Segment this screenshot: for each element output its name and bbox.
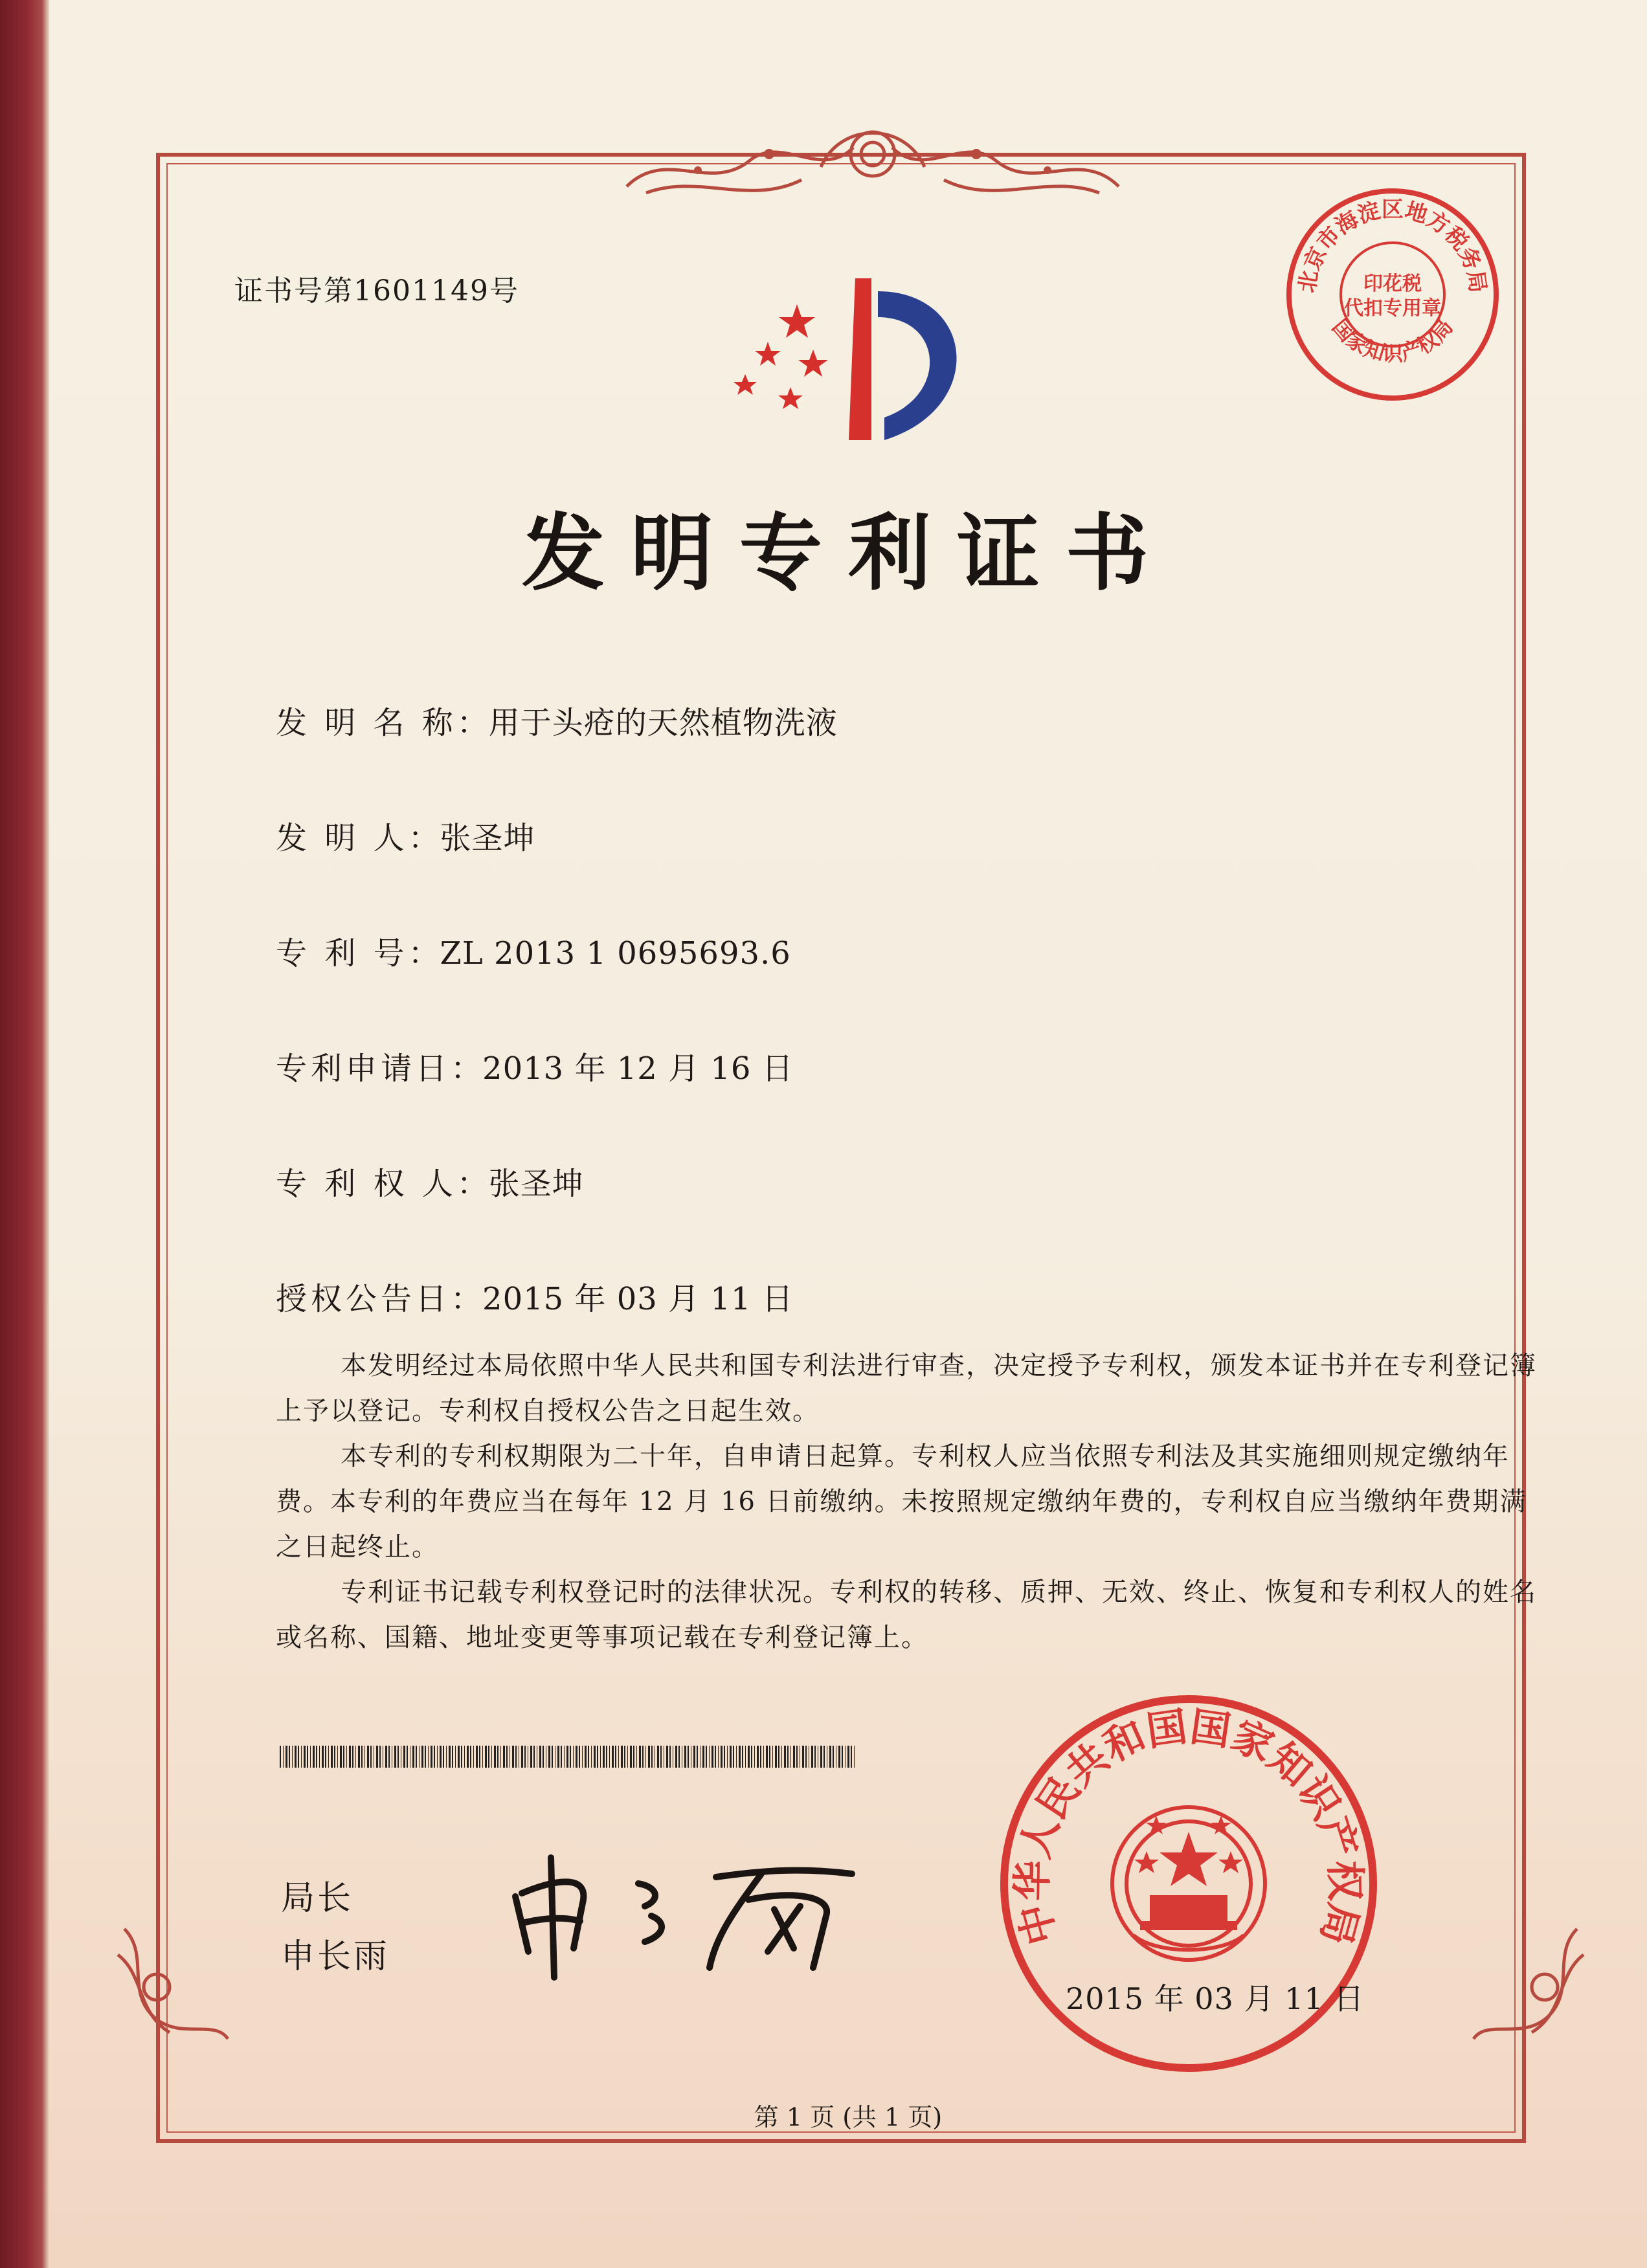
field-value: 用于头疮的天然植物洗液: [488, 705, 838, 741]
tax-stamp-bottom-text: 国家知识产权局: [1327, 315, 1458, 366]
field-value: 张圣坤: [488, 1166, 584, 1202]
tax-stamp: [1279, 181, 1506, 408]
field-value: 2013 年 12 月 16 日: [482, 1051, 794, 1087]
field-label: 专利申请日: [276, 1051, 451, 1087]
field-invention-name: 发 明 名 称：用于头疮的天然植物洗液: [276, 705, 838, 741]
field-grant-date: 授权公告日：2015 年 03 月 11 日: [276, 1281, 794, 1317]
paragraph-term-statement: 本专利的专利权期限为二十年，自申请日起算。专利权人应当依照专利法及其实施细则规定缴纳年费。本专利的年费应当在每年 12 月 16 日前缴纳。未按照规定缴纳年费的，专利权自应当缴纳年费期满之日起终止。: [276, 1441, 1527, 1562]
field-label: 发 明 名 称: [276, 705, 457, 741]
handwritten-signature: [489, 1838, 891, 1987]
corner-ornament-bottom-left: [111, 1916, 241, 2045]
field-label: 专 利 权 人: [276, 1166, 457, 1202]
director-title: 局长: [281, 1879, 354, 1918]
logo-blue-arc: [878, 291, 957, 440]
logo-stars: [734, 304, 828, 409]
field-label: 授权公告日: [276, 1281, 451, 1317]
director-name: 申长雨: [281, 1937, 390, 1976]
top-ornament: [607, 109, 1138, 206]
barcode: [280, 1746, 856, 1768]
emblem-stars: [1134, 1816, 1243, 1930]
page-number: 第 1 页 (共 1 页): [754, 2103, 943, 2131]
tax-stamp-ring-text: 北京市海淀区地方税务局: [1294, 197, 1491, 295]
field-value: 2015 年 03 月 11 日: [482, 1281, 794, 1317]
field-patentee: 专 利 权 人：张圣坤: [276, 1166, 584, 1202]
field-label: 发 明 人: [276, 820, 409, 856]
paragraph-register-statement: 专利证书记载专利权登记时的法律状况。专利权的转移、质押、无效、终止、恢复和专利权人的姓名或名称、国籍、地址变更等事项记载在专利登记簿上。: [276, 1577, 1537, 1652]
binding-strip: [0, 0, 49, 2268]
certificate-number: 证书号第1601149号: [234, 274, 519, 307]
logo-red-bar: [849, 278, 871, 440]
corner-ornament-bottom-right: [1461, 1916, 1590, 2045]
field-patent-number: 专 利 号：ZL 2013 1 0695693.6: [276, 935, 791, 972]
field-inventor: 发 明 人：张圣坤: [276, 820, 535, 856]
tax-stamp-center-2: 代扣专用章: [1344, 297, 1441, 320]
tax-stamp-center-1: 印花税: [1363, 272, 1422, 295]
field-value: ZL 2013 1 0695693.6: [440, 935, 791, 972]
certificate-page: [49, 0, 1647, 2268]
field-label: 专 利 号: [276, 935, 409, 972]
office-seal-ring-text: 中华人民共和国国家知识产权局: [1008, 1702, 1369, 1950]
field-value: 张圣坤: [440, 820, 535, 856]
paragraph-grant-statement: 本发明经过本局依照中华人民共和国专利法进行审查，决定授予专利权，颁发本证书并在专利登记簿上予以登记。专利权自授权公告之日起生效。: [276, 1351, 1537, 1426]
issue-date: 2015 年 03 月 11 日: [1066, 1981, 1365, 2016]
national-emblem: [1112, 1807, 1265, 1960]
sipo-logo: [716, 265, 1014, 453]
field-application-date: 专利申请日：2013 年 12 月 16 日: [276, 1051, 794, 1087]
office-seal: [994, 1689, 1383, 2078]
document-title: 发明专利证书: [521, 506, 1174, 602]
